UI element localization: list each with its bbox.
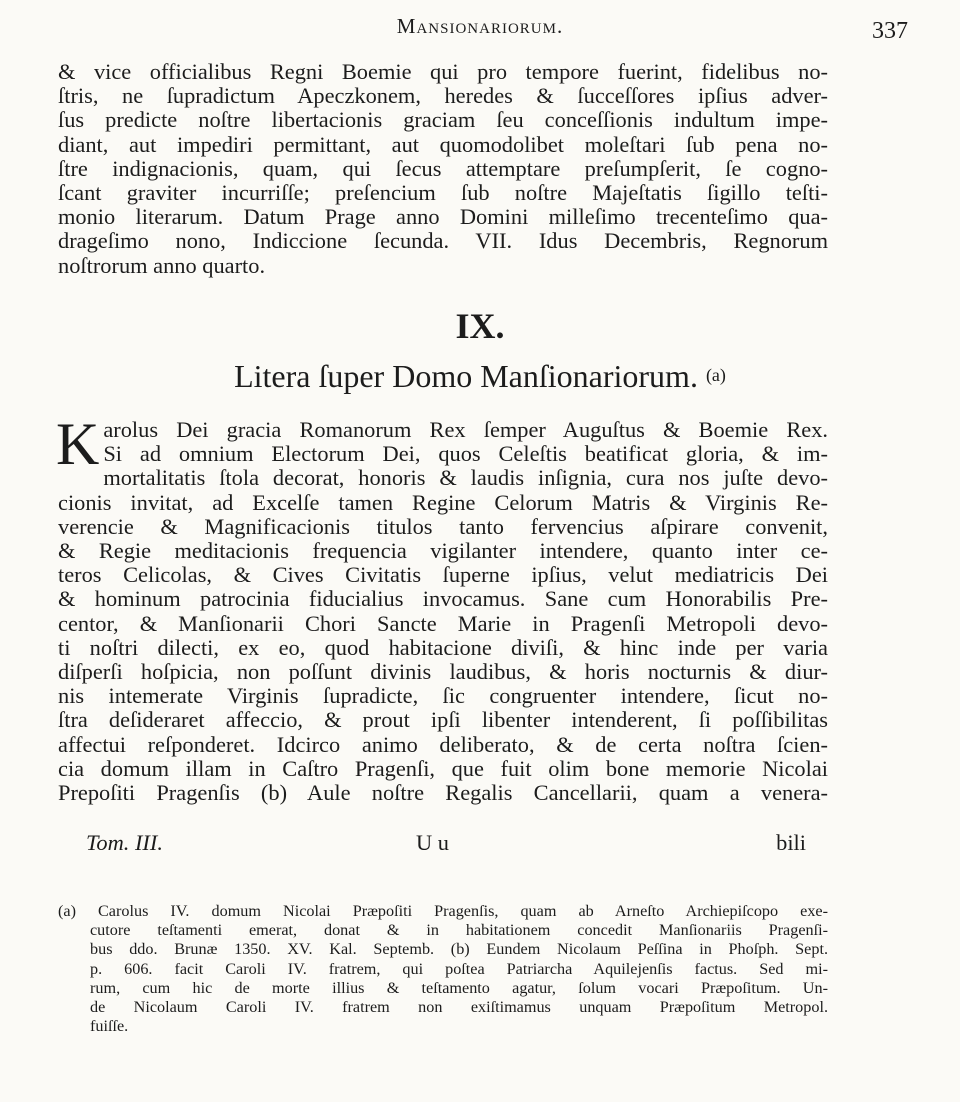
footnote-line: rum, cum hic de morte illius & teſtamento agatur, ſolum vocari Præpoſitum. Un- — [90, 978, 828, 997]
drop-capital: K — [56, 411, 100, 477]
text-line: & hominum patrocinia fiducialius invocamus. Sane cum Honorabilis Pre- — [58, 586, 828, 612]
text-line: teros Celicolas, & Cives Civitatis ſuperne ipſius, velut mediatricis Dei — [58, 562, 828, 588]
signature-mark: U u — [416, 830, 449, 855]
body-paragraph — [56, 411, 828, 806]
text-line: nis intemerate Virginis ſupradicte, ſic congruenter intendere, ſicut no- — [58, 683, 828, 709]
text-line: & vice officialibus Regni Boemie qui pro tempore fuerint, fidelibus no- — [58, 59, 828, 84]
text-line: centor, & Manſionarii Chori Sancte Marie in Pragenſi Metropoli devo- — [58, 610, 828, 636]
catchword: bili — [776, 830, 806, 855]
text-line: Si ad omnium Electorum Dei, quos Celeſtis beatificat gloria, & im- — [103, 441, 828, 467]
text-line: ſtra deſideraret affeccio, & prout ipſi libenter intenderent, ſi poſſibilitas — [58, 707, 828, 733]
text-line: & Regie meditacionis frequencia vigilanter intendere, quanto inter ce- — [58, 538, 828, 564]
text-line: ſus predicte noſtre libertacionis graciam ſeu conceſſionis indultum impe- — [58, 107, 828, 133]
text-line: diſperſi hoſpicia, non poſſunt divinis laudibus, & horis nocturnis & diur- — [58, 659, 828, 685]
running-head: Mansionariorum. — [396, 14, 564, 38]
footnote-line: (a) Carolus IV. domum Nicolai Præpoſiti Pragenſis, quam ab Arneſto Archiepiſcopo exe- — [58, 902, 828, 920]
text-line: ſcant graviter incurriſſe; preſencium ſub noſtre Majeſtatis ſigillo teſti- — [58, 180, 828, 206]
text-line: verencie & Magnificacionis titulos tanto fervencius aſpirare convenit, — [58, 513, 828, 539]
text-line: drageſimo nono, Indiccione ſecunda. VII. Idus Decembris, Regnorum — [58, 228, 828, 254]
text-line: mortalitatis ſtola decorat, honoris & laudis inſignia, cura nos juſte devo- — [103, 465, 828, 491]
text-line: cionis invitat, ad Excelſe tamen Regine Celorum Matris & Virginis Re- — [58, 489, 828, 515]
text-line: cia domum illam in Caſtro Pragenſi, que fuit olim bone memorie Nicolai — [58, 755, 828, 781]
text-line: ti noſtri dilecti, ex eo, quod habitacione diviſi, & hinc inde per varia — [58, 634, 828, 660]
text-line: noſtrorum anno quarto. — [58, 252, 266, 278]
footnote-line: bus ddo. Brunæ 1350. XV. Kal. Septemb. (b) Eundem Nicolaum Peſſina in Phoſph. Sept. — [90, 940, 828, 959]
footnote-line: de Nicolaum Caroli IV. fratrem non exiſtimamus unquam Præpoſitum Metropol. — [90, 998, 828, 1017]
text-line: ſtre indignacionis, quam, qui ſecus attemptare preſumpſerit, ſe cogno- — [58, 155, 828, 181]
footnote-line: fuiſſe. — [90, 1017, 129, 1036]
footnote-line: cutore teſtamenti emerat, donat & in habitationem concedit Manſionariis Pragenſi- — [90, 921, 828, 940]
text-line: affectui reſponderet. Idcirco animo deliberato, & de certa noſtra ſcien- — [58, 731, 828, 757]
page-number: 337 — [872, 18, 908, 44]
top-paragraph — [58, 60, 828, 278]
text-line: ſtris, ne ſupradictum Apeczkonem, heredes & ſucceſſores ipſius adver- — [58, 83, 828, 109]
section-title — [0, 358, 960, 395]
footnote — [58, 902, 828, 1036]
section-title-text: Litera ſuper Domo Manſionariorum. — [234, 358, 698, 394]
text-line: monio literarum. Datum Prage anno Domini milleſimo trecenteſimo qua- — [58, 204, 828, 230]
footnote-line: p. 606. facit Caroli IV. fratrem, qui poſtea Patriarcha Aquilejenſis factus. Sed mi- — [90, 959, 828, 978]
text-line: Prepoſiti Pragenſis (b) Aule noſtre Regalis Cancellarii, quam a venera- — [58, 780, 828, 806]
section-number: IX. — [455, 306, 505, 346]
volume-label: Tom. III. — [86, 830, 163, 855]
text-line: arolus Dei gracia Romanorum Rex ſemper Auguſtus & Boemie Rex. — [103, 417, 828, 442]
section-title-note: (a) — [705, 365, 726, 385]
text-line: diant, aut impediri permittant, aut quomodolibet moleſtari ſub pena no- — [58, 131, 828, 157]
